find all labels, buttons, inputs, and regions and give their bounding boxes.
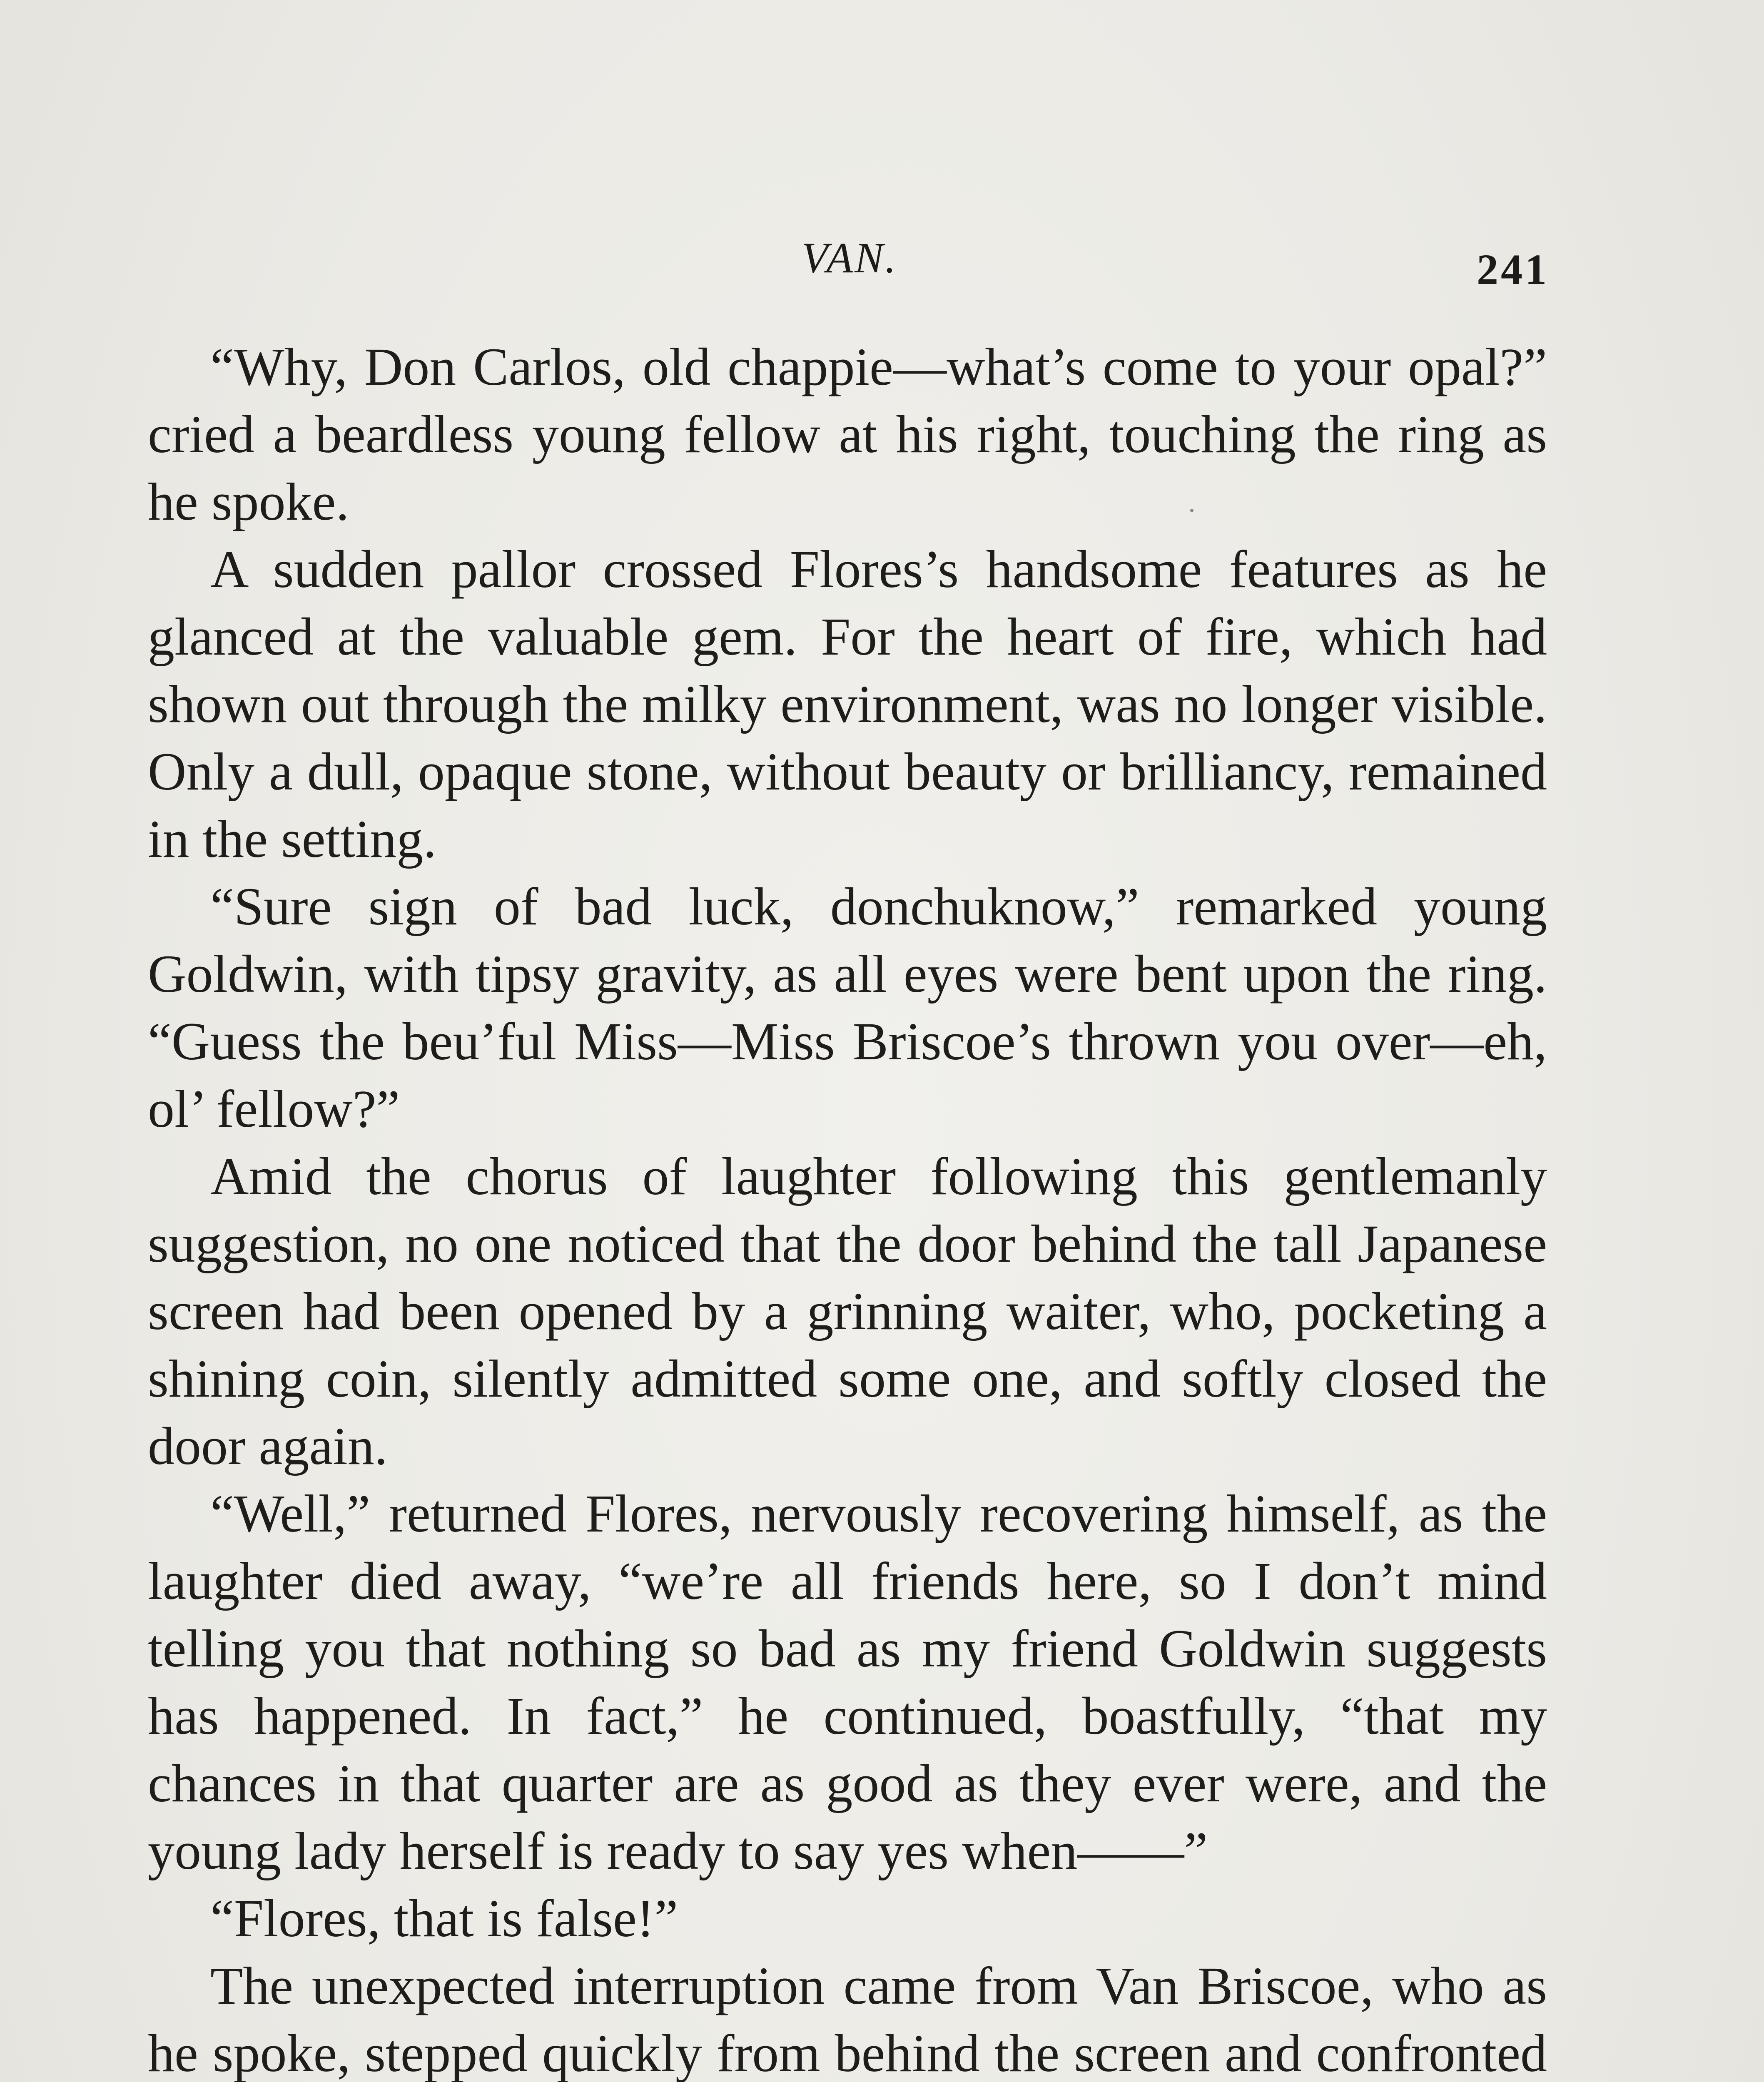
paragraph: The unexpected interruption came from Van Briscoe, who as he spoke, stepped quickly from behind the screen and confronted [148, 1956, 1547, 2082]
paragraph: A sudden pallor crossed Flores’s handsome features as he glanced at the valuable gem. For the heart of fire, which had shown out through the milky environment, was no longer visible. Only a dull, opaque stone, without beauty or brilliancy, remained in the setting. [148, 540, 1547, 869]
paper-speck [1190, 509, 1193, 512]
paragraph: “Well,” returned Flores, nervously recovering himself, as the laughter died away, “we’re all friends here, so I don’t mind telling you that nothing so bad as my friend Goldwin suggests has happened. In fact,” he continued, boastfully, “that my chances in that quarter are as good as they ever were, and the young lady herself is ready to say yes when——” [148, 1484, 1547, 1880]
running-title: VAN. [801, 234, 898, 282]
body-text [148, 333, 1547, 2082]
page-number: 241 [1477, 246, 1549, 294]
paragraph: “Flores, that is false!” [210, 1889, 678, 1948]
paragraph: “Why, Don Carlos, old chappie—what’s come to your opal?” cried a beardless young fellow at his right, touching the ring as he spoke. [148, 337, 1547, 531]
running-head [150, 233, 1549, 294]
paragraph: Amid the chorus of laughter following this gentlemanly suggestion, no one noticed that the door behind the tall Japanese screen had been opened by a grinning waiter, who, pocketing a shining coin, silently admitted some one, and softly closed the door again. [148, 1147, 1547, 1476]
paragraph: “Sure sign of bad luck, donchuknow,” remarked young Goldwin, with tipsy gravity, as all eyes were bent upon the ring. “Guess the beu’ful Miss—Miss Briscoe’s thrown you over—eh, ol’ fellow?” [148, 877, 1547, 1138]
